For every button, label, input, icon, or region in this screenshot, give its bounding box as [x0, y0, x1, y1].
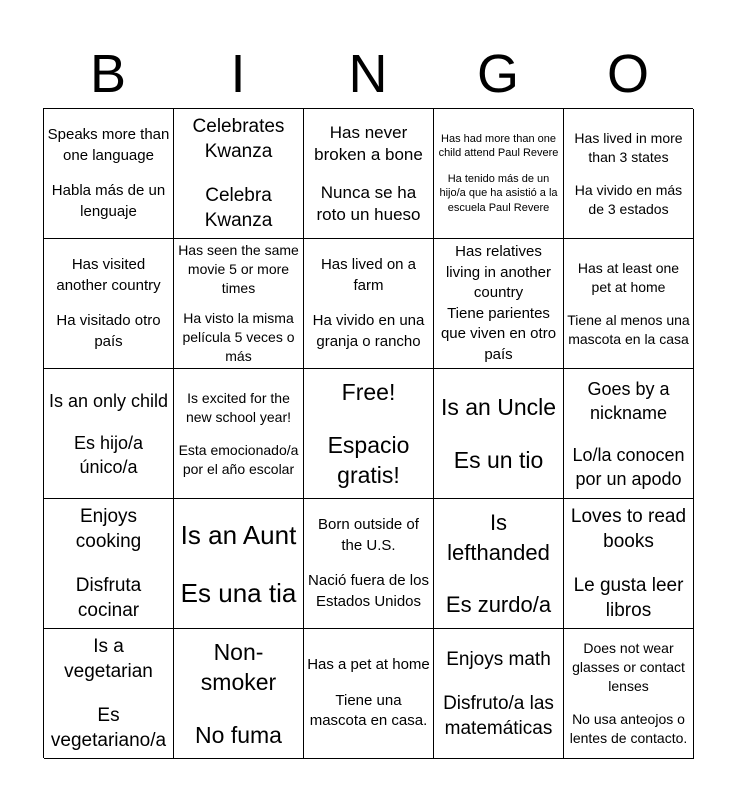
bingo-cell-2-4[interactable]	[434, 239, 564, 369]
title-letter-i: I	[230, 44, 246, 104]
cell-english-text: Has lived on a farm	[320, 256, 417, 294]
cell-spanish-text: Esta emocionado/a por el año escolar	[178, 441, 299, 477]
cell-spanish-text: Habla más de un lenguaje	[51, 182, 166, 220]
bingo-cell-5-1[interactable]	[44, 629, 174, 759]
cell-english-text: Goes by a nickname	[587, 378, 670, 423]
cell-spanish-text: Disfruto/a las matemáticas	[443, 692, 554, 739]
cell-spanish-text: Tiene al menos una mascota en la casa	[567, 311, 690, 347]
bingo-cell-2-3[interactable]	[304, 239, 434, 369]
cell-spanish-text: Es hijo/a único/a	[73, 432, 144, 477]
cell-spanish-text: Es un tio	[453, 447, 544, 473]
cell-spanish-text: Es zurdo/a	[445, 591, 552, 617]
cell-spanish-text: Celebra Kwanza	[204, 185, 273, 231]
cell-english-text: Has lived in more than 3 states	[574, 129, 683, 165]
bingo-cell-3-5[interactable]	[564, 369, 694, 499]
cell-english-text: Is an Uncle	[440, 394, 557, 420]
cell-english-text: Is lefthanded	[447, 509, 550, 565]
cell-english-text: Has visited another country	[56, 256, 161, 294]
cell-spanish-text: Disfruta cocinar	[75, 575, 142, 621]
bingo-cell-3-2[interactable]	[174, 369, 304, 499]
bingo-cell-1-4[interactable]	[434, 109, 564, 239]
bingo-cell-5-2[interactable]	[174, 629, 304, 759]
cell-english-text: Is excited for the new school year!	[185, 389, 292, 425]
cell-spanish-text: Es vegetariano/a	[50, 705, 167, 751]
bingo-cell-4-5[interactable]	[564, 499, 694, 629]
bingo-cell-4-1[interactable]	[44, 499, 174, 629]
cell-spanish-text: Lo/la conocen por un apodo	[572, 444, 685, 489]
bingo-cell-3-4[interactable]	[434, 369, 564, 499]
cell-spanish-text: Ha visitado otro país	[56, 312, 161, 350]
title-letter-o: O	[606, 44, 649, 104]
cell-english-text: Has had more than one child attend Paul Revere	[438, 132, 559, 160]
cell-spanish-text: Nació fuera de los Estados Unidos	[308, 572, 429, 610]
cell-english-text: Does not wear glasses or contact lenses	[572, 640, 685, 694]
cell-spanish-text: Espacio gratis!	[327, 432, 410, 488]
cell-english-text: Has a pet at home	[307, 656, 430, 674]
bingo-cell-1-5[interactable]	[564, 109, 694, 239]
cell-spanish-text: Ha vivido en una granja o rancho	[312, 312, 425, 350]
cell-english-text: Is an Aunt	[180, 519, 297, 550]
cell-english-text: Is an only child	[48, 390, 169, 411]
cell-english-text: Has relatives living in another country	[445, 243, 552, 301]
cell-english-text: Loves to read books	[570, 506, 687, 552]
cell-spanish-text: Tiene una mascota en casa.	[309, 691, 428, 730]
bingo-cell-4-2[interactable]	[174, 499, 304, 629]
bingo-cell-2-2[interactable]	[174, 239, 304, 369]
bingo-cell-1-1[interactable]	[44, 109, 174, 239]
cell-spanish-text: No fuma	[195, 722, 282, 748]
cell-spanish-text: Es una tia	[180, 577, 297, 608]
cell-spanish-text: Tiene parientes que viven en otro país	[440, 304, 557, 363]
bingo-cell-3-1[interactable]	[44, 369, 174, 499]
bingo-cell-4-3[interactable]	[304, 499, 434, 629]
cell-spanish-text: Le gusta leer libros	[573, 575, 684, 621]
cell-english-text: Speaks more than one language	[47, 126, 170, 164]
cell-english-text: Has seen the same movie 5 or more times	[178, 242, 299, 296]
bingo-cell-5-5[interactable]	[564, 629, 694, 759]
bingo-cell-1-3[interactable]	[304, 109, 434, 239]
cell-spanish-text: Ha vivido en más de 3 estados	[574, 181, 683, 217]
title-letter-n: N	[348, 44, 388, 104]
bingo-cell-1-2[interactable]	[174, 109, 304, 239]
cell-spanish-text: No usa anteojos o lentes de contacto.	[569, 711, 688, 746]
cell-english-text: Has at least one pet at home	[577, 259, 680, 295]
bingo-cell-5-4[interactable]	[434, 629, 564, 759]
cell-english-text: Born outside of the U.S.	[318, 516, 419, 554]
bingo-cell-2-1[interactable]	[44, 239, 174, 369]
cell-english-text: Free!	[341, 379, 396, 405]
bingo-cell-3-3-free[interactable]	[304, 369, 434, 499]
cell-spanish-text: Ha visto la misma película 5 veces o más	[182, 310, 295, 364]
bingo-cell-4-4[interactable]	[434, 499, 564, 629]
cell-spanish-text: Nunca se ha roto un hueso	[316, 183, 421, 224]
title-letter-g: G	[476, 44, 519, 104]
title-letter-b: B	[89, 44, 127, 104]
bingo-cell-2-5[interactable]	[564, 239, 694, 369]
bingo-cell-5-3[interactable]	[304, 629, 434, 759]
bingo-board	[43, 108, 693, 758]
cell-spanish-text: Ha tenido más de un hijo/a que ha asistió a la escuela Paul Revere	[439, 172, 558, 214]
cell-english-text: Has never broken a bone	[314, 123, 423, 164]
cell-english-text: Enjoys math	[446, 648, 551, 670]
cell-english-text: Enjoys cooking	[75, 506, 142, 552]
cell-english-text: Is a vegetarian	[64, 636, 153, 682]
bingo-title	[43, 40, 693, 108]
cell-english-text: Non-smoker	[200, 639, 277, 695]
cell-english-text: Celebrates Kwanza	[192, 116, 285, 162]
